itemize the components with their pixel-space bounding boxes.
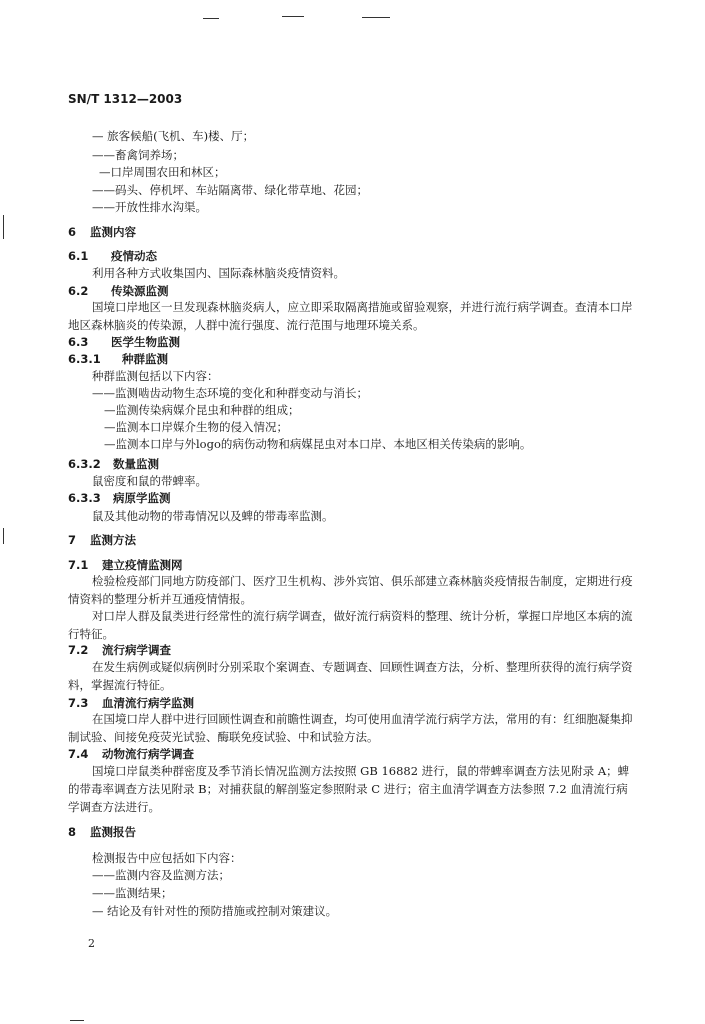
list-item: ——监测啮齿动物生态环境的变化和种群变动与消长； bbox=[92, 386, 368, 400]
section-6-heading bbox=[68, 224, 136, 240]
subsection-6-1-heading bbox=[68, 248, 157, 264]
paragraph: 种群监测包括以下内容： bbox=[92, 369, 219, 383]
intro-list-item: ——码头、停机坪、车站隔离带、绿化带草地、花园； bbox=[92, 183, 368, 197]
section-number: 7.4 bbox=[68, 747, 89, 761]
paragraph: 对口岸人群及鼠类进行经常性的流行病学调查，做好流行病资料的整理、统计分析，掌握口岸地区本病的流行特征。 bbox=[68, 609, 633, 641]
scan-mark bbox=[362, 17, 390, 18]
paragraph: 国境口岸地区一旦发现森林脑炎病人，应立即采取隔离措施或留验观察，并进行流行病学调查。查清本口岸地区森林脑炎的传染源，人群中流行强度、流行范围与地理环境关系。 bbox=[68, 300, 633, 332]
list-item: — 结论及有针对性的预防措施或控制对策建议。 bbox=[92, 904, 338, 918]
section-title: 监测方法 bbox=[90, 533, 136, 547]
intro-list-item: ——畜禽饲养场； bbox=[92, 148, 184, 162]
subsection-7-4-heading bbox=[68, 746, 194, 762]
section-title: 建立疫情监测网 bbox=[102, 558, 183, 572]
subsection-7-1-heading bbox=[68, 557, 183, 573]
paragraph: 鼠密度和鼠的带蜱率。 bbox=[92, 474, 207, 488]
section-title: 数量监测 bbox=[113, 457, 159, 471]
section-number: 8 bbox=[68, 825, 77, 839]
section-title: 流行病学调查 bbox=[102, 643, 171, 657]
subsection-6-3-3-heading bbox=[68, 490, 171, 506]
list-item: —监测传染病媒介昆虫和种群的组成； bbox=[104, 403, 300, 417]
list-item: ——监测结果； bbox=[92, 886, 173, 900]
section-title: 疫情动态 bbox=[111, 249, 157, 263]
section-number: 7.1 bbox=[68, 558, 89, 572]
list-item: —监测本口岸媒介生物的侵入情况； bbox=[104, 420, 288, 434]
section-title: 病原学监测 bbox=[113, 491, 171, 505]
scan-mark bbox=[70, 1020, 84, 1021]
subsection-7-2-heading bbox=[68, 642, 171, 658]
page-number: 2 bbox=[88, 937, 95, 950]
section-title: 医学生物监测 bbox=[111, 335, 180, 349]
scan-mark bbox=[3, 528, 4, 544]
subsection-6-2-heading bbox=[68, 283, 169, 299]
intro-list-item: — 旅客候船(飞机、车)楼、厅； bbox=[92, 129, 255, 143]
section-number: 7 bbox=[68, 533, 77, 547]
paragraph: 鼠及其他动物的带毒情况以及蜱的带毒率监测。 bbox=[92, 509, 334, 523]
section-number: 6.3.3 bbox=[68, 491, 101, 505]
section-title: 监测内容 bbox=[90, 225, 136, 239]
standard-code: SN/T 1312—2003 bbox=[68, 92, 183, 106]
subsection-6-3-2-heading bbox=[68, 456, 159, 472]
section-title: 传染源监测 bbox=[111, 284, 169, 298]
paragraph: 利用各种方式收集国内、国际森林脑炎疫情资料。 bbox=[92, 266, 345, 280]
section-number: 6.1 bbox=[68, 249, 89, 263]
section-number: 6.3.1 bbox=[68, 352, 101, 366]
list-item: ——监测内容及监测方法； bbox=[92, 868, 230, 882]
subsection-7-3-heading bbox=[68, 695, 194, 711]
paragraph: 在发生病例或疑似病例时分别采取个案调查、专题调查、回顾性调查方法，分析、整理所获得的流行病学资料，掌握流行特征。 bbox=[68, 660, 633, 692]
paragraph: 检测报告中应包括如下内容： bbox=[92, 851, 242, 865]
paragraph: 国境口岸鼠类种群密度及季节消长情况监测方法按照 GB 16882 进行，鼠的带蜱率调查方法见附录 A；蜱的带毒率调查方法见附录 B；对捕获鼠的解剖鉴定参照附录 C 进行；宿主血清学调查方法参照 7.2 血清流行病学调查方法进行。 bbox=[68, 764, 630, 814]
section-number: 7.3 bbox=[68, 696, 89, 710]
section-number: 6 bbox=[68, 225, 77, 239]
intro-list-item: —口岸周围农田和林区； bbox=[99, 165, 226, 179]
section-number: 6.2 bbox=[68, 284, 89, 298]
section-number: 6.3.2 bbox=[68, 457, 101, 471]
list-item: —监测本口岸与外logo的病伤动物和病媒昆虫对本口岸、本地区相关传染病的影响。 bbox=[104, 437, 532, 451]
scan-mark bbox=[282, 16, 304, 17]
subsection-6-3-heading bbox=[68, 334, 180, 350]
subsection-6-3-1-heading bbox=[68, 351, 168, 367]
section-title: 血清流行病学监测 bbox=[102, 696, 194, 710]
section-title: 动物流行病学调查 bbox=[102, 747, 194, 761]
section-number: 7.2 bbox=[68, 643, 89, 657]
paragraph: 在国境口岸人群中进行回顾性调查和前瞻性调查，均可使用血清学流行病学方法，常用的有：红细胞凝集抑制试验、间接免疫荧光试验、酶联免疫试验、中和试验方法。 bbox=[68, 712, 633, 744]
scan-mark bbox=[3, 215, 4, 239]
section-7-heading bbox=[68, 532, 136, 548]
section-title: 监测报告 bbox=[90, 825, 136, 839]
paragraph: 检验检疫部门同地方防疫部门、医疗卫生机构、涉外宾馆、俱乐部建立森林脑炎疫情报告制度，定期进行疫情资料的整理分析并互通疫情情报。 bbox=[68, 574, 633, 606]
section-8-heading bbox=[68, 824, 136, 840]
section-title: 种群监测 bbox=[122, 352, 168, 366]
section-number: 6.3 bbox=[68, 335, 89, 349]
scan-mark bbox=[203, 18, 219, 19]
intro-list-item: ——开放性排水沟渠。 bbox=[92, 200, 207, 214]
